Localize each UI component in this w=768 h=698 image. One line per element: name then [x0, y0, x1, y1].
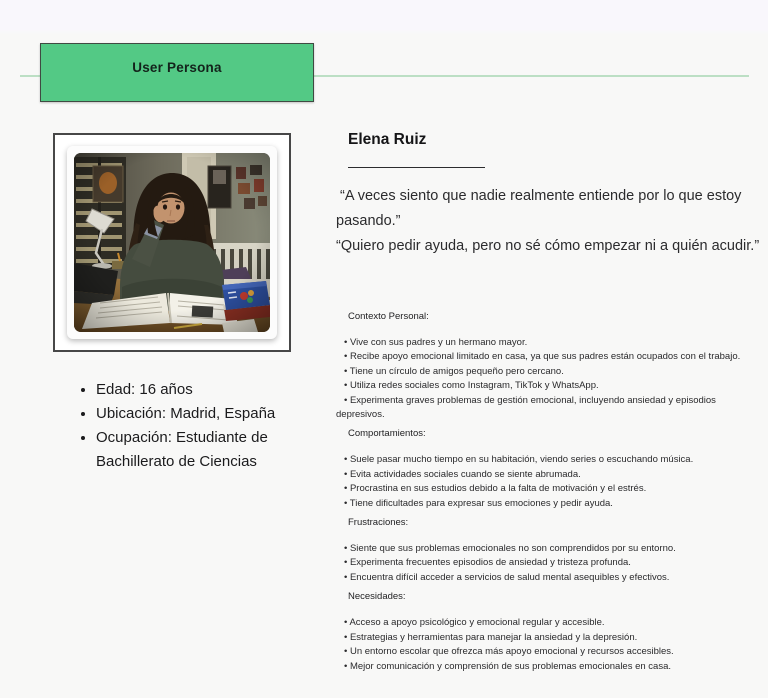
bullet-item: • Tiene dificultades para expresar sus emociones y pedir ayuda. — [336, 497, 760, 511]
section-comportamientos — [336, 428, 760, 511]
persona-name: Elena Ruiz — [348, 131, 427, 148]
quote-2: “Quiero pedir ayuda, pero no sé cómo empezar ni a quién acudir.” — [336, 238, 760, 254]
section-title: Contexto Personal: — [348, 311, 429, 322]
bullet-item: • Siente que sus problemas emocionales no son comprendidos por su entorno. — [336, 542, 760, 556]
persona-details-list — [72, 378, 290, 474]
bullet-item: • Vive con sus padres y un hermano mayor. — [336, 336, 760, 350]
detail-ubicacion: • Ubicación: Madrid, España — [96, 402, 290, 426]
persona-quotes — [336, 184, 768, 259]
bullet-item: • Recibe apoyo emocional limitado en casa, ya que sus padres están ocupados con el trabajo. — [336, 350, 760, 364]
bullet-item: • Experimenta frecuentes episodios de ansiedad y tristeza profunda. — [336, 556, 760, 570]
bullet-item: • Procrastina en sus estudios debido a la falta de motivación y el estrés. — [336, 482, 760, 496]
detail-edad: • Edad: 16 años — [96, 378, 290, 402]
bullet-item: • Utiliza redes sociales como Instagram, TikTok y WhatsApp. — [336, 379, 760, 393]
bullet-item: • Experimenta graves problemas de gestión emocional, incluyendo ansiedad y episodios depresivos. — [336, 394, 760, 423]
section-contexto-personal — [336, 311, 760, 422]
persona-photo-illustration — [74, 153, 270, 332]
bullet-item: • Encuentra difícil acceder a servicios de salud mental asequibles y efectivos. — [336, 571, 760, 585]
section-title: Necesidades: — [348, 591, 406, 603]
bullet-item: • Evita actividades sociales cuando se siente abrumada. — [336, 468, 760, 482]
photo-polaroid — [67, 146, 277, 339]
bullet-item: • Estrategias y herramientas para manejar la ansiedad y la depresión. — [336, 631, 760, 645]
page-title: User Persona — [132, 59, 222, 75]
bullet-item: • Mejor comunicación y comprensión de sus problemas emocionales en casa. — [336, 660, 760, 674]
detail-ocupacion: • Ocupación: Estudiante de Bachillerato de Ciencias — [96, 426, 290, 474]
section-necesidades — [336, 591, 760, 674]
persona-photo — [74, 153, 270, 332]
name-underline — [348, 167, 485, 168]
section-frustraciones — [336, 517, 760, 585]
bullet-item: • Tiene un círculo de amigos pequeño pero cercano. — [336, 365, 760, 379]
title-banner — [40, 43, 314, 102]
section-title: Frustraciones: — [348, 517, 409, 529]
bullet-item: • Acceso a apoyo psicológico y emocional regular y accesible. — [336, 616, 760, 630]
bullet-item: • Suele pasar mucho tiempo en su habitación, viendo series o escuchando música. — [336, 453, 760, 467]
bullet-item: • Un entorno escolar que ofrezca más apoyo emocional y recursos accesibles. — [336, 645, 760, 659]
section-title: Comportamientos: — [348, 428, 426, 440]
photo-frame — [53, 133, 291, 352]
persona-sections — [336, 311, 760, 680]
quote-1: “A veces siento que nadie realmente entiende por lo que estoy pasando.” — [336, 188, 742, 229]
